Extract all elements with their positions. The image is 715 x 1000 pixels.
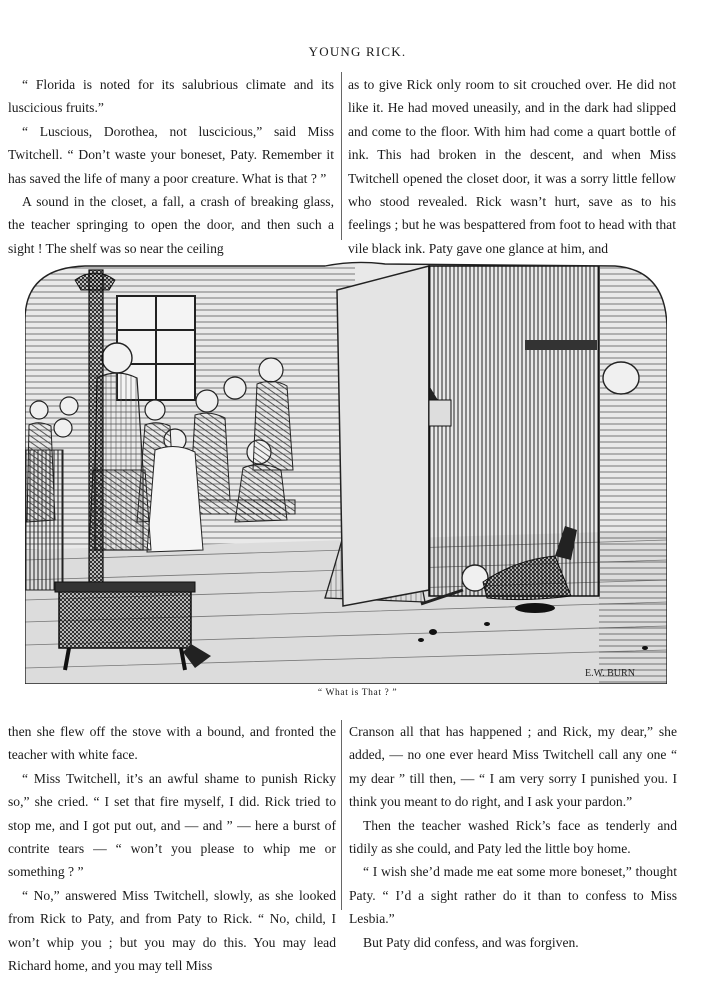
top-right-column	[348, 73, 676, 260]
paragraph: as to give Rick only room to sit crouched over. He did not like it. He had moved uneasily, and in the dark had slipped and come to the floor. With him had come a quart bottle of ink. This had broken in the descent, and when Miss Twitchell opened the closet door, it was a sorry little fellow who stood revealed. Rick wasn’t hurt, save as to his feelings ; but he was bespattered from foot to head with that vile black ink. Paty gave one glance at him, and	[348, 77, 676, 256]
engraver-signature: E.W. BURN	[585, 668, 635, 679]
paragraph: A sound in the closet, a fall, a crash of breaking glass, the teacher springing to open the door, and then such a sight ! The shelf was so near the ceiling	[8, 194, 334, 256]
illustration-caption: “ What is That ? ”	[317, 688, 398, 698]
paragraph: “ Miss Twitchell, it’s an awful shame to punish Ricky so,” she cried. “ I set that fire myself, I did. Rick tried to stop me, and I got put out, and — and ” — here a burst of contrite tears — “ won’t you please to whip me or something ? ”	[8, 770, 336, 880]
bottom-left-column	[8, 720, 336, 977]
paragraph: “ No,” answered Miss Twitchell, slowly, as she looked from Rick to Paty, and from Paty to Rick. “ No, child, I won’t whip you ; but you may do this. You may lead Richard home, and you may tell Miss	[8, 887, 336, 974]
column-rule	[341, 72, 342, 240]
column-rule	[341, 720, 342, 910]
paragraph: But Paty did confess, and was forgiven.	[363, 934, 579, 950]
paragraph: “ Luscious, Dorothea, not luscicious,” said Miss Twitchell. “ Don’t waste your boneset, Paty. Remember it has saved the life of many a poor creature. What is that ? ”	[8, 123, 334, 186]
paragraph: Cranson all that has happened ; and Rick, my dear,” she added, — no one ever heard Miss Twitchell call any one “ my dear ” till then, — “ I am very sorry I punished you. I think you meant to do right, and I ask your pardon.”	[349, 724, 677, 810]
paragraph: then she flew off the stove with a bound, and fronted the teacher with white face.	[8, 724, 336, 763]
running-head: YOUNG RICK.	[308, 44, 407, 59]
paragraph: “ Florida is noted for its salubrious climate and its luscicious fruits.”	[8, 77, 334, 116]
top-left-column	[8, 73, 334, 260]
bottom-right-column	[349, 720, 677, 954]
paragraph: Then the teacher washed Rick’s face as tenderly and tidily as she could, and Paty led the little boy home.	[349, 817, 677, 857]
paragraph: “ I wish she’d made me eat some more boneset,” thought Paty. “ I’d a sight rather do it than to confess to Miss Lesbia.”	[349, 864, 677, 927]
engraving-illustration	[25, 260, 667, 684]
